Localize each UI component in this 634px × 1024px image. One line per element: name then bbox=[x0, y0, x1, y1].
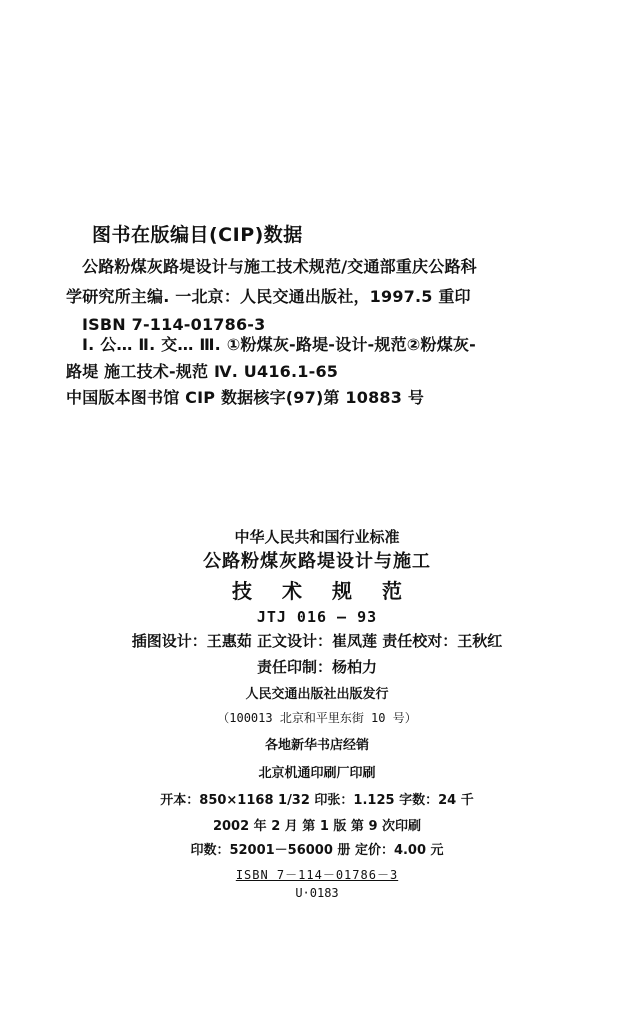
printer: 北京机通印刷厂印刷 bbox=[258, 766, 376, 781]
cip-line: 学研究所主编. 一北京：人民交通出版社，1997.5 重印 bbox=[66, 287, 471, 306]
book-title: 公路粉煤灰路堤设计与施工 bbox=[203, 551, 431, 572]
cip-isbn: ISBN 7-114-01786-3 bbox=[82, 315, 266, 334]
cip-line: Ⅰ. 公… Ⅱ. 交… Ⅲ. ①粉煤灰-路堤-设计-规范②粉煤灰- bbox=[82, 335, 476, 354]
cip-line: 公路粉煤灰路堤设计与施工技术规范/交通部重庆公路科 bbox=[82, 257, 477, 276]
distributor: 各地新华书店经销 bbox=[264, 738, 369, 753]
book-format: 开本：850×1168 1/32 印张：1.125 字数：24 千 bbox=[160, 793, 474, 808]
credits-print-supervisor: 责任印制：杨柏力 bbox=[256, 658, 377, 676]
publisher: 人民交通出版社出版发行 bbox=[245, 687, 389, 702]
isbn-number: ISBN 7－114－01786－3 bbox=[235, 868, 399, 882]
book-subtitle: 技术规范 bbox=[232, 579, 432, 603]
cip-heading: 图书在版编目(CIP)数据 bbox=[92, 224, 303, 246]
standard-code: JTJ 016 — 93 bbox=[256, 608, 378, 626]
cip-data-approval-number: 中国版本图书馆 CIP 数据核字(97)第 10883 号 bbox=[66, 388, 425, 407]
print-run-price: 印数：52001－56000 册 定价：4.00 元 bbox=[190, 843, 444, 858]
standard-category: 中华人民共和国行业标准 bbox=[234, 528, 400, 546]
classification-code: U·0183 bbox=[295, 886, 339, 900]
edition-info: 2002 年 2 月 第 1 版 第 9 次印刷 bbox=[212, 819, 422, 834]
credits-designers: 插图设计：王惠茹 正文设计：崔凤莲 责任校对：王秋红 bbox=[131, 632, 503, 650]
cip-line: 路堤 施工技术-规范 Ⅳ. U416.1-65 bbox=[66, 362, 339, 381]
publisher-address: （100013 北京和平里东街 10 号） bbox=[217, 711, 417, 725]
